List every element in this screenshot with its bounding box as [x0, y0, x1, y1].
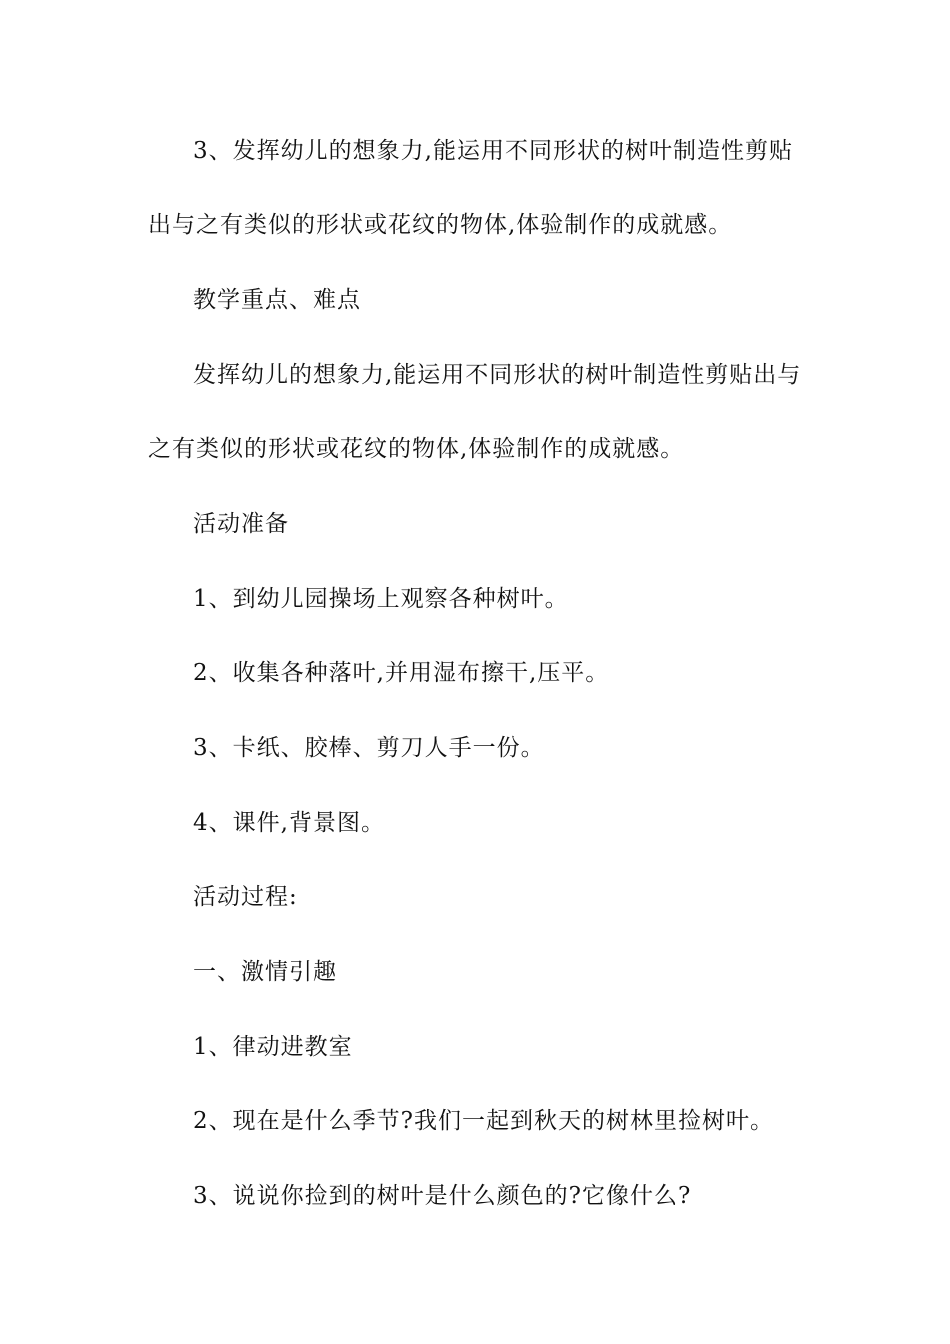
- heading-process: 活动过程:: [193, 884, 298, 910]
- heading-preparation: 活动准备: [193, 511, 289, 537]
- process-section-1-title: 一、激情引趣: [193, 959, 337, 985]
- paragraph-goal-3-line-1: 3、发挥幼儿的想象力,能运用不同形状的树叶制造性剪贴: [193, 138, 793, 164]
- paragraph-goal-3-line-2: 出与之有类似的形状或花纹的物体,体验制作的成就感。: [148, 212, 733, 238]
- preparation-item-3: 3、卡纸、胶棒、剪刀人手一份。: [193, 735, 545, 761]
- paragraph-key-points-line-2: 之有类似的形状或花纹的物体,体验制作的成就感。: [148, 436, 685, 462]
- process-step-3: 3、说说你捡到的树叶是什么颜色的?它像什么?: [193, 1183, 692, 1209]
- process-step-2: 2、现在是什么季节?我们一起到秋天的树林里捡树叶。: [193, 1108, 774, 1134]
- heading-key-points: 教学重点、难点: [193, 287, 361, 313]
- preparation-item-4: 4、课件,背景图。: [193, 810, 385, 836]
- preparation-item-2: 2、收集各种落叶,并用湿布擦干,压平。: [193, 660, 610, 686]
- process-step-1: 1、律动进教室: [193, 1034, 353, 1060]
- preparation-item-1: 1、到幼儿园操场上观察各种树叶。: [193, 586, 569, 612]
- paragraph-key-points-line-1: 发挥幼儿的想象力,能运用不同形状的树叶制造性剪贴出与: [193, 362, 802, 388]
